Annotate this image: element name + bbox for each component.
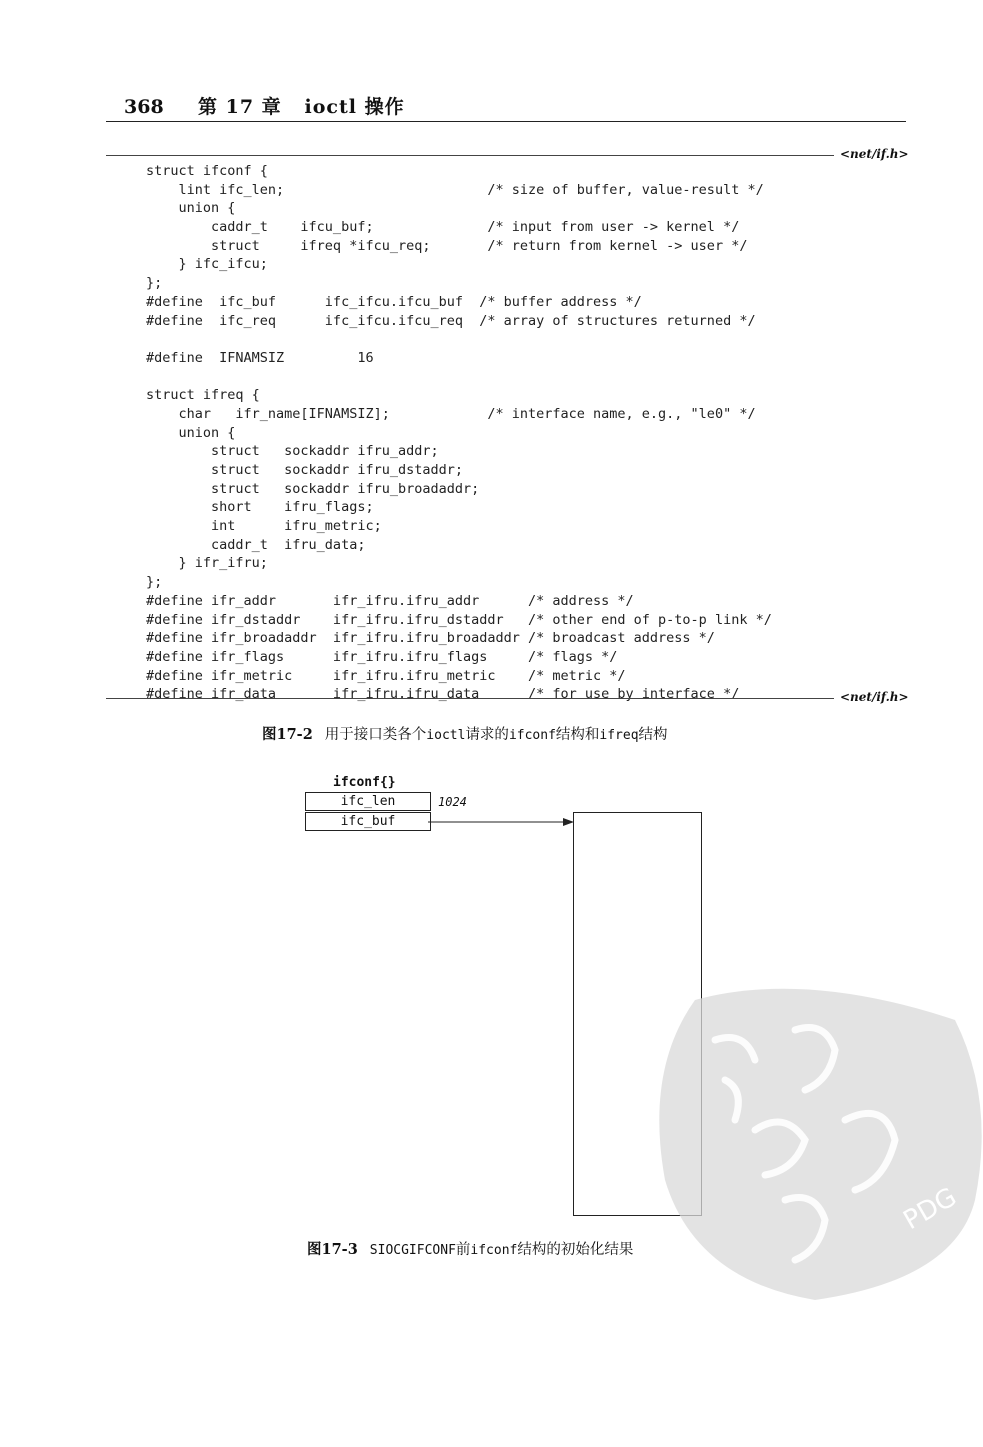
code-line: char ifr_name[IFNAMSIZ]; /* interface name, e.g., "le0" */ bbox=[146, 405, 756, 422]
source-tag-top: <net/if.h> bbox=[840, 147, 909, 161]
figure-number: 图17-2 bbox=[262, 726, 313, 743]
code-line: }; bbox=[146, 275, 163, 292]
code-line: struct ifconf { bbox=[146, 163, 268, 179]
code-line: #define ifr_metric ifr_ifru.ifru_metric /* metric */ bbox=[146, 667, 626, 684]
code-line: #define ifr_data ifr_ifru.ifru_data /* for use by interface */ bbox=[146, 686, 740, 703]
field-ifc-len: ifc_len bbox=[305, 792, 431, 811]
struct-title: ifconf{} bbox=[333, 775, 396, 790]
code-line: #define ifc_req ifc_ifcu.ifcu_req /* array of structures returned */ bbox=[146, 312, 756, 329]
caption-code: ifconf bbox=[470, 1243, 518, 1258]
caption-text: 结构和 bbox=[555, 727, 600, 743]
code-line: lint ifc_len; /* size of buffer, value-result */ bbox=[146, 181, 764, 198]
code-line: #define ifc_buf ifc_ifcu.ifcu_buf /* buffer address */ bbox=[146, 293, 642, 310]
caption-text: 结构的初始化结果 bbox=[517, 1242, 634, 1258]
code-line: #define IFNAMSIZ 16 bbox=[146, 349, 374, 366]
code-line: caddr_t ifru_data; bbox=[146, 536, 366, 553]
code-line: #define ifr_dstaddr ifr_ifru.ifru_dstaddr /* other end of p-to-p link */ bbox=[146, 611, 772, 628]
figure-number: 图17-3 bbox=[307, 1241, 358, 1258]
caption-code: ioctl bbox=[426, 728, 466, 743]
code-line: #define ifr_flags ifr_ifru.ifru_flags /* flags */ bbox=[146, 648, 618, 665]
watermark-stamp bbox=[655, 980, 983, 1300]
caption-text: 结构 bbox=[638, 727, 668, 743]
code-line: struct sockaddr ifru_broadaddr; bbox=[146, 480, 480, 497]
source-tag-bottom: <net/if.h> bbox=[840, 690, 909, 704]
code-line: #define ifr_addr ifr_ifru.ifru_addr /* address */ bbox=[146, 592, 634, 609]
caption-code: ifconf bbox=[508, 728, 556, 743]
code-line: }; bbox=[146, 574, 163, 591]
caption-text: 前 bbox=[455, 1242, 471, 1258]
figure-17-3-caption bbox=[307, 1238, 633, 1259]
watermark-text: PDG bbox=[898, 1182, 962, 1237]
code-line: int ifru_metric; bbox=[146, 518, 382, 535]
caption-text: 请求的 bbox=[465, 727, 509, 743]
field-ifc-buf: ifc_buf bbox=[305, 812, 431, 831]
code-line: struct ifreq { bbox=[146, 387, 260, 404]
code-line: } ifr_ifru; bbox=[146, 555, 268, 572]
code-line: struct sockaddr ifru_addr; bbox=[146, 443, 439, 460]
caption-text: 用于接口类各个 bbox=[324, 727, 427, 743]
code-line: caddr_t ifcu_buf; /* input from user -> kernel */ bbox=[146, 219, 740, 236]
page-number: 368 bbox=[124, 96, 164, 118]
code-line: } ifc_ifcu; bbox=[146, 256, 268, 273]
caption-code: ifreq bbox=[599, 728, 639, 743]
code-line: short ifru_flags; bbox=[146, 499, 374, 516]
code-line: union { bbox=[146, 424, 236, 441]
code-line: struct ifreq *ifcu_req; /* return from kernel -> user */ bbox=[146, 237, 748, 254]
code-line: struct sockaddr ifru_dstaddr; bbox=[146, 462, 463, 478]
caption-code: SIOCGIFCONF bbox=[369, 1243, 456, 1258]
chapter-title: 第 17 章 ioctl 操作 bbox=[198, 96, 405, 118]
code-line: union { bbox=[146, 200, 236, 217]
ifc-len-value: 1024 bbox=[438, 795, 467, 809]
code-line: #define ifr_broadaddr ifr_ifru.ifru_broadaddr /* broadcast address */ bbox=[146, 630, 715, 647]
